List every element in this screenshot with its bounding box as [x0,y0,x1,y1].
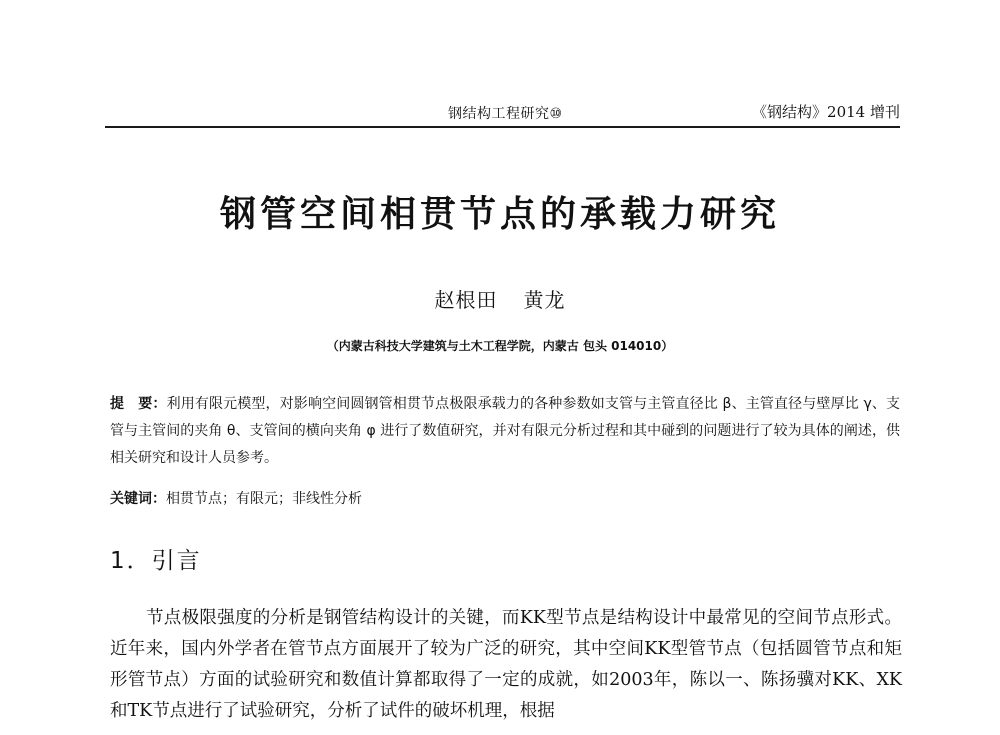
author-name: 赵根田 [434,288,498,312]
keywords-text: 相贯节点；有限元；非线性分析 [166,491,362,507]
affiliation: （内蒙古科技大学建筑与土木工程学院，内蒙古 包头 014010） [326,339,674,353]
keywords-label: 关键词： [110,491,166,507]
paper-title: 钢管空间相贯节点的承载力研究 [219,194,780,235]
keywords [110,486,900,513]
series-title: 钢结构工程研究⑩ [448,106,563,122]
abstract [110,391,900,472]
abstract-label: 提 要： [110,396,167,412]
header-rule [105,126,900,128]
author-name: 黄龙 [523,288,566,312]
body-paragraph: 节点极限强度的分析是钢管结构设计的关键，而KK型节点是结构设计中最常见的空间节点形式。近年来，国内外学者在管节点方面展开了较为广泛的研究，其中空间KK型管节点（包括圆管节点和矩形管节点）方面的试验研究和数值计算都取得了一定的成就，如2003年，陈以一、陈扬骥对KK、XK和TK节点进行了试验研究，分析了试件的破坏机理，根据 [110,608,902,721]
running-header [105,100,900,126]
section-heading: 1．引言 [110,548,202,574]
abstract-text: 利用有限元模型，对影响空间圆钢管相贯节点极限承载力的各种参数如支管与主管直径比 β、主管直径与壁厚比 γ、支管与主管间的夹角 θ、支管间的横向夹角 φ 进行了数值研究，并对有限元分析过程和其中碰到的问题进行了较为具体的阐述，供相关研究和设计人员参考。 [110,396,901,466]
journal-issue: 《钢结构》2014 增刊 [752,103,900,121]
author-list [0,284,1000,313]
